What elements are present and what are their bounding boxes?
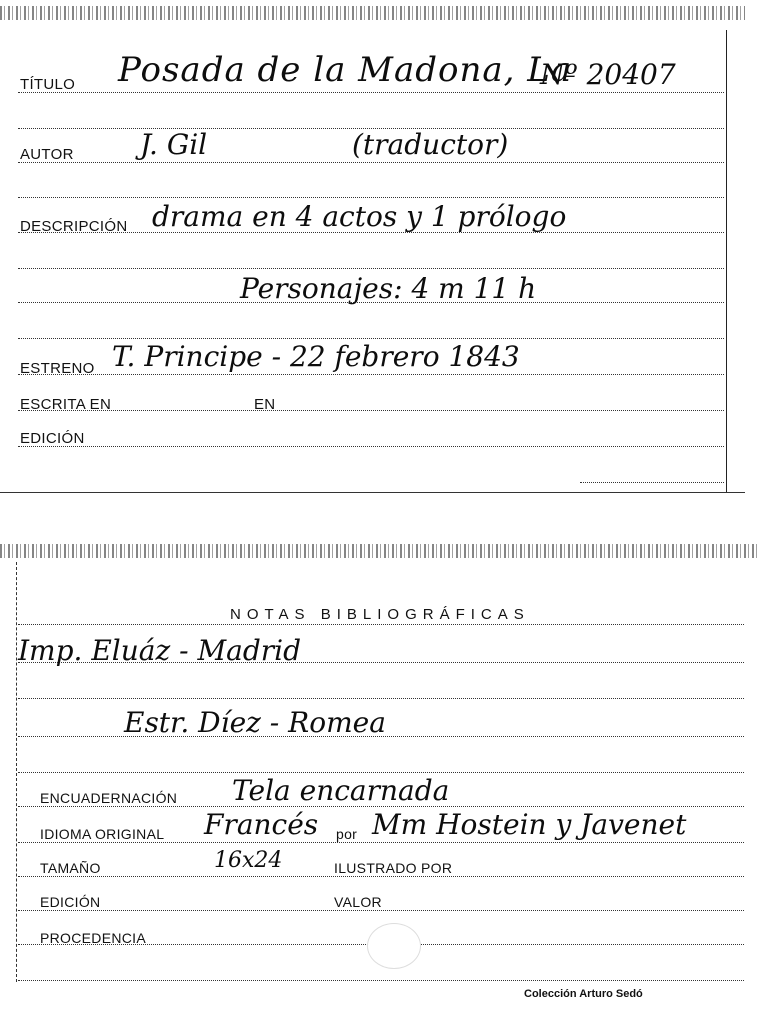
rule (18, 624, 744, 625)
tamano-value: 16x24 (214, 848, 283, 873)
titulo-label: TÍTULO (20, 76, 76, 93)
scan-noise-bottom (0, 544, 759, 558)
estreno-value: T. Principe - 22 febrero 1843 (112, 340, 520, 373)
encuadernacion-value: Tela encarnada (232, 774, 450, 807)
rule (18, 772, 744, 773)
catalog-card-top (0, 0, 745, 492)
escrita-en-label: ESCRITA EN (20, 396, 112, 413)
personajes-value: Personajes: 4 m 11 h (240, 272, 537, 305)
nota-line-2: Estr. Díez - Romea (124, 706, 386, 739)
nota-line-1: Imp. Eluáz - Madrid (18, 634, 302, 667)
numero-value: Nº 20407 (540, 58, 676, 91)
autor-role: (traductor) (352, 128, 509, 161)
collection-footer: Colección Arturo Sedó (524, 988, 643, 1000)
rule (18, 410, 724, 411)
autor-label: AUTOR (20, 146, 74, 163)
card-separator (0, 492, 745, 493)
tamano-label: TAMAÑO (40, 860, 101, 876)
procedencia-label: PROCEDENCIA (40, 930, 146, 946)
rule (18, 446, 724, 447)
edicion-label: EDICIÓN (20, 430, 85, 447)
catalog-card-bottom (0, 540, 759, 1028)
ilustrado-label: ILUSTRADO POR (334, 860, 453, 876)
encuadernacion-label: ENCUADERNACIÓN (40, 790, 178, 806)
rule (18, 980, 744, 981)
estreno-label: ESTRENO (20, 360, 95, 377)
valor-label: VALOR (334, 894, 382, 910)
idioma-value: Francés (204, 808, 319, 841)
descripcion-label: DESCRIPCIÓN (20, 218, 128, 235)
notas-heading: NOTAS BIBLIOGRÁFICAS (230, 606, 530, 623)
paper-blot (368, 924, 420, 968)
card-right-border (726, 30, 727, 492)
descripcion-value: drama en 4 actos y 1 prólogo (152, 200, 567, 233)
rule (18, 910, 744, 911)
rule (18, 698, 744, 699)
rule (18, 268, 724, 269)
idioma-label: IDIOMA ORIGINAL (40, 826, 165, 842)
rule (18, 876, 744, 877)
rule (18, 92, 724, 93)
en-label: EN (254, 396, 276, 413)
edicion-label-2: EDICIÓN (40, 894, 101, 910)
card-left-border (16, 562, 17, 982)
por-label: por (336, 826, 358, 842)
rule (18, 197, 724, 198)
rule (18, 374, 724, 375)
por-value: Mm Hostein y Javenet (372, 808, 687, 841)
titulo-value: Posada de la Madona, La (118, 50, 573, 90)
rule (18, 338, 724, 339)
rule (18, 842, 744, 843)
scan-noise-top (0, 6, 745, 20)
autor-value: J. Gil (140, 128, 208, 161)
rule (18, 162, 724, 163)
rule (580, 482, 724, 483)
